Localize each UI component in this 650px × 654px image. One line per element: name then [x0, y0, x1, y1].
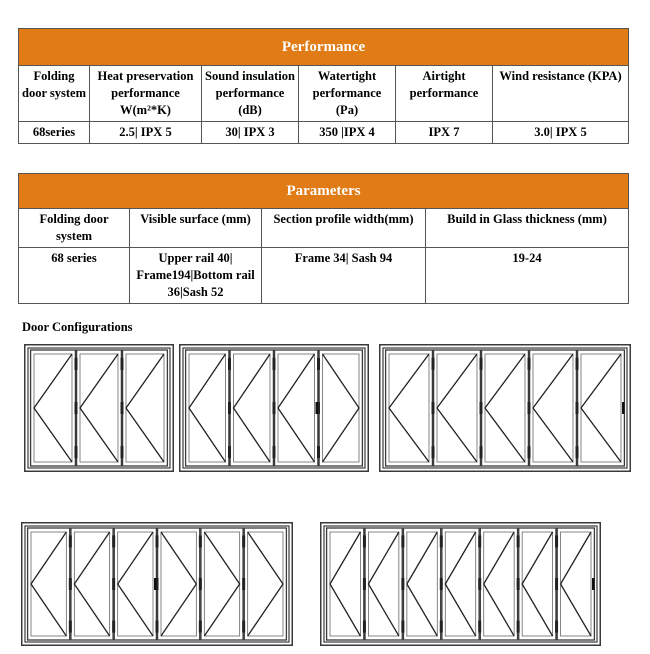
hinge-mark	[121, 402, 124, 414]
hinge-mark	[75, 446, 78, 458]
hinge-mark	[273, 402, 276, 414]
param-cell-glass: 19-24	[426, 248, 629, 304]
perf-header-system: Folding door system	[19, 66, 90, 122]
hinge-mark	[555, 621, 558, 633]
hinge-mark	[112, 535, 115, 547]
perf-cell-airtight: IPX 7	[396, 122, 493, 144]
hinge-mark	[363, 578, 366, 590]
param-header-system: Folding door system	[19, 209, 130, 248]
hinge-mark	[69, 621, 72, 633]
door-outer-frame	[380, 345, 631, 472]
hinge-mark	[480, 358, 483, 370]
door-config-5-panel	[379, 344, 631, 472]
hinge-mark	[440, 621, 443, 633]
hinge-mark	[528, 446, 531, 458]
hinge-mark	[480, 402, 483, 414]
perf-header-airtight: Airtight performance	[396, 66, 493, 122]
hinge-mark	[75, 358, 78, 370]
hinge-mark	[273, 446, 276, 458]
hinge-mark	[199, 578, 202, 590]
perf-cell-wind: 3.0| IPX 5	[493, 122, 629, 144]
hinge-mark	[478, 535, 481, 547]
param-cell-section: Frame 34| Sash 94	[262, 248, 426, 304]
hinge-mark	[440, 578, 443, 590]
hinge-mark	[576, 446, 579, 458]
hinge-mark	[156, 535, 159, 547]
hinge-mark	[199, 621, 202, 633]
hinge-mark	[228, 402, 231, 414]
door-config-6-panel	[21, 522, 293, 646]
perf-cell-system: 68series	[19, 122, 90, 144]
param-header-visible: Visible surface (mm)	[130, 209, 262, 248]
door-outer-frame	[321, 523, 601, 646]
hinge-mark	[478, 621, 481, 633]
hinge-mark	[401, 621, 404, 633]
hinge-mark	[576, 402, 579, 414]
perf-header-wind: Wind resistance (KPA)	[493, 66, 629, 122]
door-config-3-panel	[24, 344, 174, 472]
perf-cell-watertight: 350 |IPX 4	[299, 122, 396, 144]
hinge-mark	[401, 578, 404, 590]
hinge-mark	[555, 535, 558, 547]
door-config-7-panel	[320, 522, 601, 646]
hinge-mark	[242, 535, 245, 547]
hinge-mark	[112, 621, 115, 633]
hinge-mark	[517, 535, 520, 547]
performance-table	[18, 28, 629, 144]
hinge-mark	[528, 358, 531, 370]
hinge-mark	[69, 578, 72, 590]
performance-title: Performance	[19, 29, 629, 66]
hinge-mark	[317, 358, 320, 370]
parameters-title: Parameters	[19, 174, 629, 209]
param-cell-visible: Upper rail 40| Frame194|Bottom rail 36|Sash 52	[130, 248, 262, 304]
param-cell-system: 68 series	[19, 248, 130, 304]
hinge-mark	[121, 446, 124, 458]
hinge-mark	[228, 446, 231, 458]
hinge-mark	[156, 621, 159, 633]
hinge-mark	[478, 578, 481, 590]
hinge-mark	[199, 535, 202, 547]
door-configurations-title: Door Configurations	[22, 320, 133, 334]
param-header-glass: Build in Glass thickness (mm)	[426, 209, 629, 248]
door-handle	[316, 402, 319, 414]
perf-header-sound: Sound insulation performance (dB)	[202, 66, 299, 122]
hinge-mark	[75, 402, 78, 414]
door-handle	[622, 402, 625, 414]
door-handle	[592, 578, 595, 590]
parameters-table	[18, 173, 629, 304]
hinge-mark	[69, 535, 72, 547]
perf-cell-sound: 30| IPX 3	[202, 122, 299, 144]
hinge-mark	[273, 358, 276, 370]
hinge-mark	[401, 535, 404, 547]
hinge-mark	[528, 402, 531, 414]
hinge-mark	[555, 578, 558, 590]
hinge-mark	[517, 621, 520, 633]
perf-header-watertight: Watertight performance (Pa)	[299, 66, 396, 122]
hinge-mark	[317, 446, 320, 458]
param-header-section: Section profile width(mm)	[262, 209, 426, 248]
hinge-mark	[432, 358, 435, 370]
hinge-mark	[363, 535, 366, 547]
hinge-mark	[432, 402, 435, 414]
perf-cell-heat: 2.5| IPX 5	[90, 122, 202, 144]
hinge-mark	[121, 358, 124, 370]
hinge-mark	[480, 446, 483, 458]
hinge-mark	[363, 621, 366, 633]
hinge-mark	[228, 358, 231, 370]
hinge-mark	[432, 446, 435, 458]
door-handle	[154, 578, 157, 590]
hinge-mark	[242, 578, 245, 590]
door-config-4-panel	[179, 344, 369, 472]
hinge-mark	[576, 358, 579, 370]
hinge-mark	[112, 578, 115, 590]
hinge-mark	[242, 621, 245, 633]
door-outer-frame	[25, 345, 174, 472]
perf-header-heat: Heat preservation performance W(m²*K)	[90, 66, 202, 122]
hinge-mark	[440, 535, 443, 547]
hinge-mark	[517, 578, 520, 590]
